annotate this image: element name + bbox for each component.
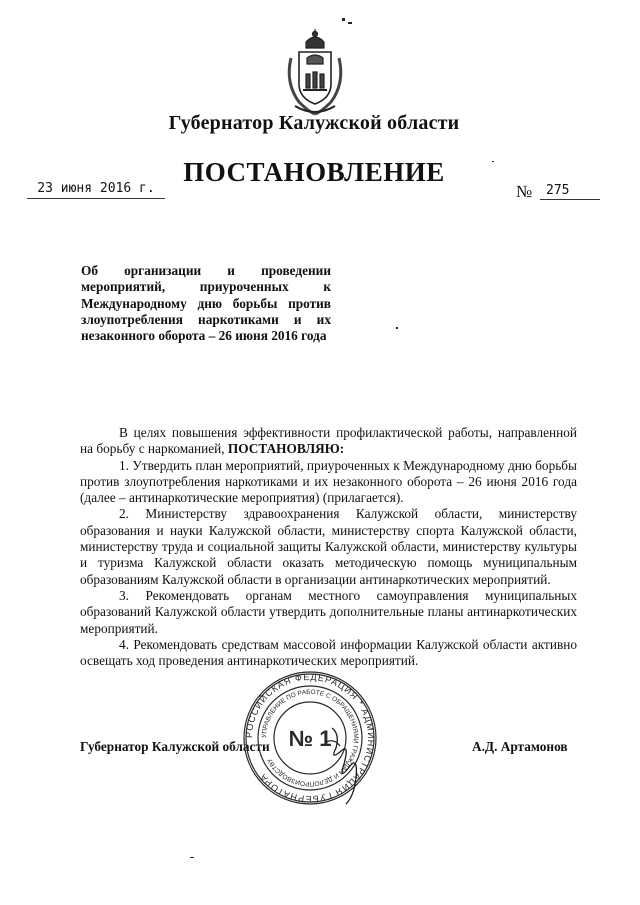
stamp-outer-text: РОССИЙСКАЯ ФЕДЕРАЦИЯ * АДМИНИСТРАЦИЯ ГУБЕРНАТОРА (243, 671, 377, 805)
body-item: 1. Утвердить план мероприятий, приуроченных к Международному дню борьбы против злоупотребления наркотиками и их незаконного оборота – 26 июня 2016 года (далее – антинаркотические мероприятия) (прилагается). (80, 457, 577, 506)
scan-speck (492, 161, 494, 162)
body-item: 4. Рекомендовать средствам массовой информации Калужской области активно освещать ход проведения антинаркотических мероприятий. (80, 636, 577, 669)
document-date: 23 июня 2016 г. (27, 181, 165, 199)
official-stamp (240, 668, 380, 808)
coat-of-arms-icon (279, 28, 351, 118)
document-body (80, 425, 577, 669)
issuer-title: Губернатор Калужской области (168, 112, 460, 134)
scan-speck (342, 18, 345, 21)
scan-speck (396, 327, 398, 329)
document-subject: Об организации и проведении мероприятий, приуроченных к Международному дню борьбы против злоупотребления наркотиками и их незаконного оборота – 26 июня 2016 года (81, 263, 331, 344)
signature-role: Губернатор Калужской области (80, 739, 270, 754)
number-value: 275 (540, 183, 600, 200)
document-type: ПОСТАНОВЛЕНИЕ (183, 157, 445, 187)
signature-name: А.Д. Артамонов (472, 739, 568, 754)
stamp-center-number: № 1 (288, 726, 332, 751)
preamble-decree: ПОСТАНОВЛЯЮ: (227, 441, 345, 457)
scan-speck (348, 22, 352, 24)
body-item: 2. Министерству здравоохранения Калужской области, министерству образования и науки Калужской области, министерству спорта Калужской области, министерству труда и социальной защиты Калужской области, министерству культуры и туризма Калужской области оказать методическую помощь муниципальным образованиям Калужской области в организации антинаркотических мероприятий. (80, 506, 577, 587)
preamble-text: В целях повышения эффективности профилактической работы, направленной на борьбу с наркоманией, (80, 425, 577, 457)
preamble (80, 425, 577, 458)
number-label: № (516, 182, 533, 201)
body-item: 3. Рекомендовать органам местного самоуправления муниципальных образований Калужской области утвердить дополнительные планы антинаркотических мероприятий. (80, 587, 577, 636)
stamp-inner-text: УПРАВЛЕНИЕ ПО РАБОТЕ С ОБРАЩЕНИЯМИ ГРАЖДАН И ДЕЛОПРОИЗВОДСТВУ (260, 688, 360, 788)
scan-speck (190, 857, 194, 858)
